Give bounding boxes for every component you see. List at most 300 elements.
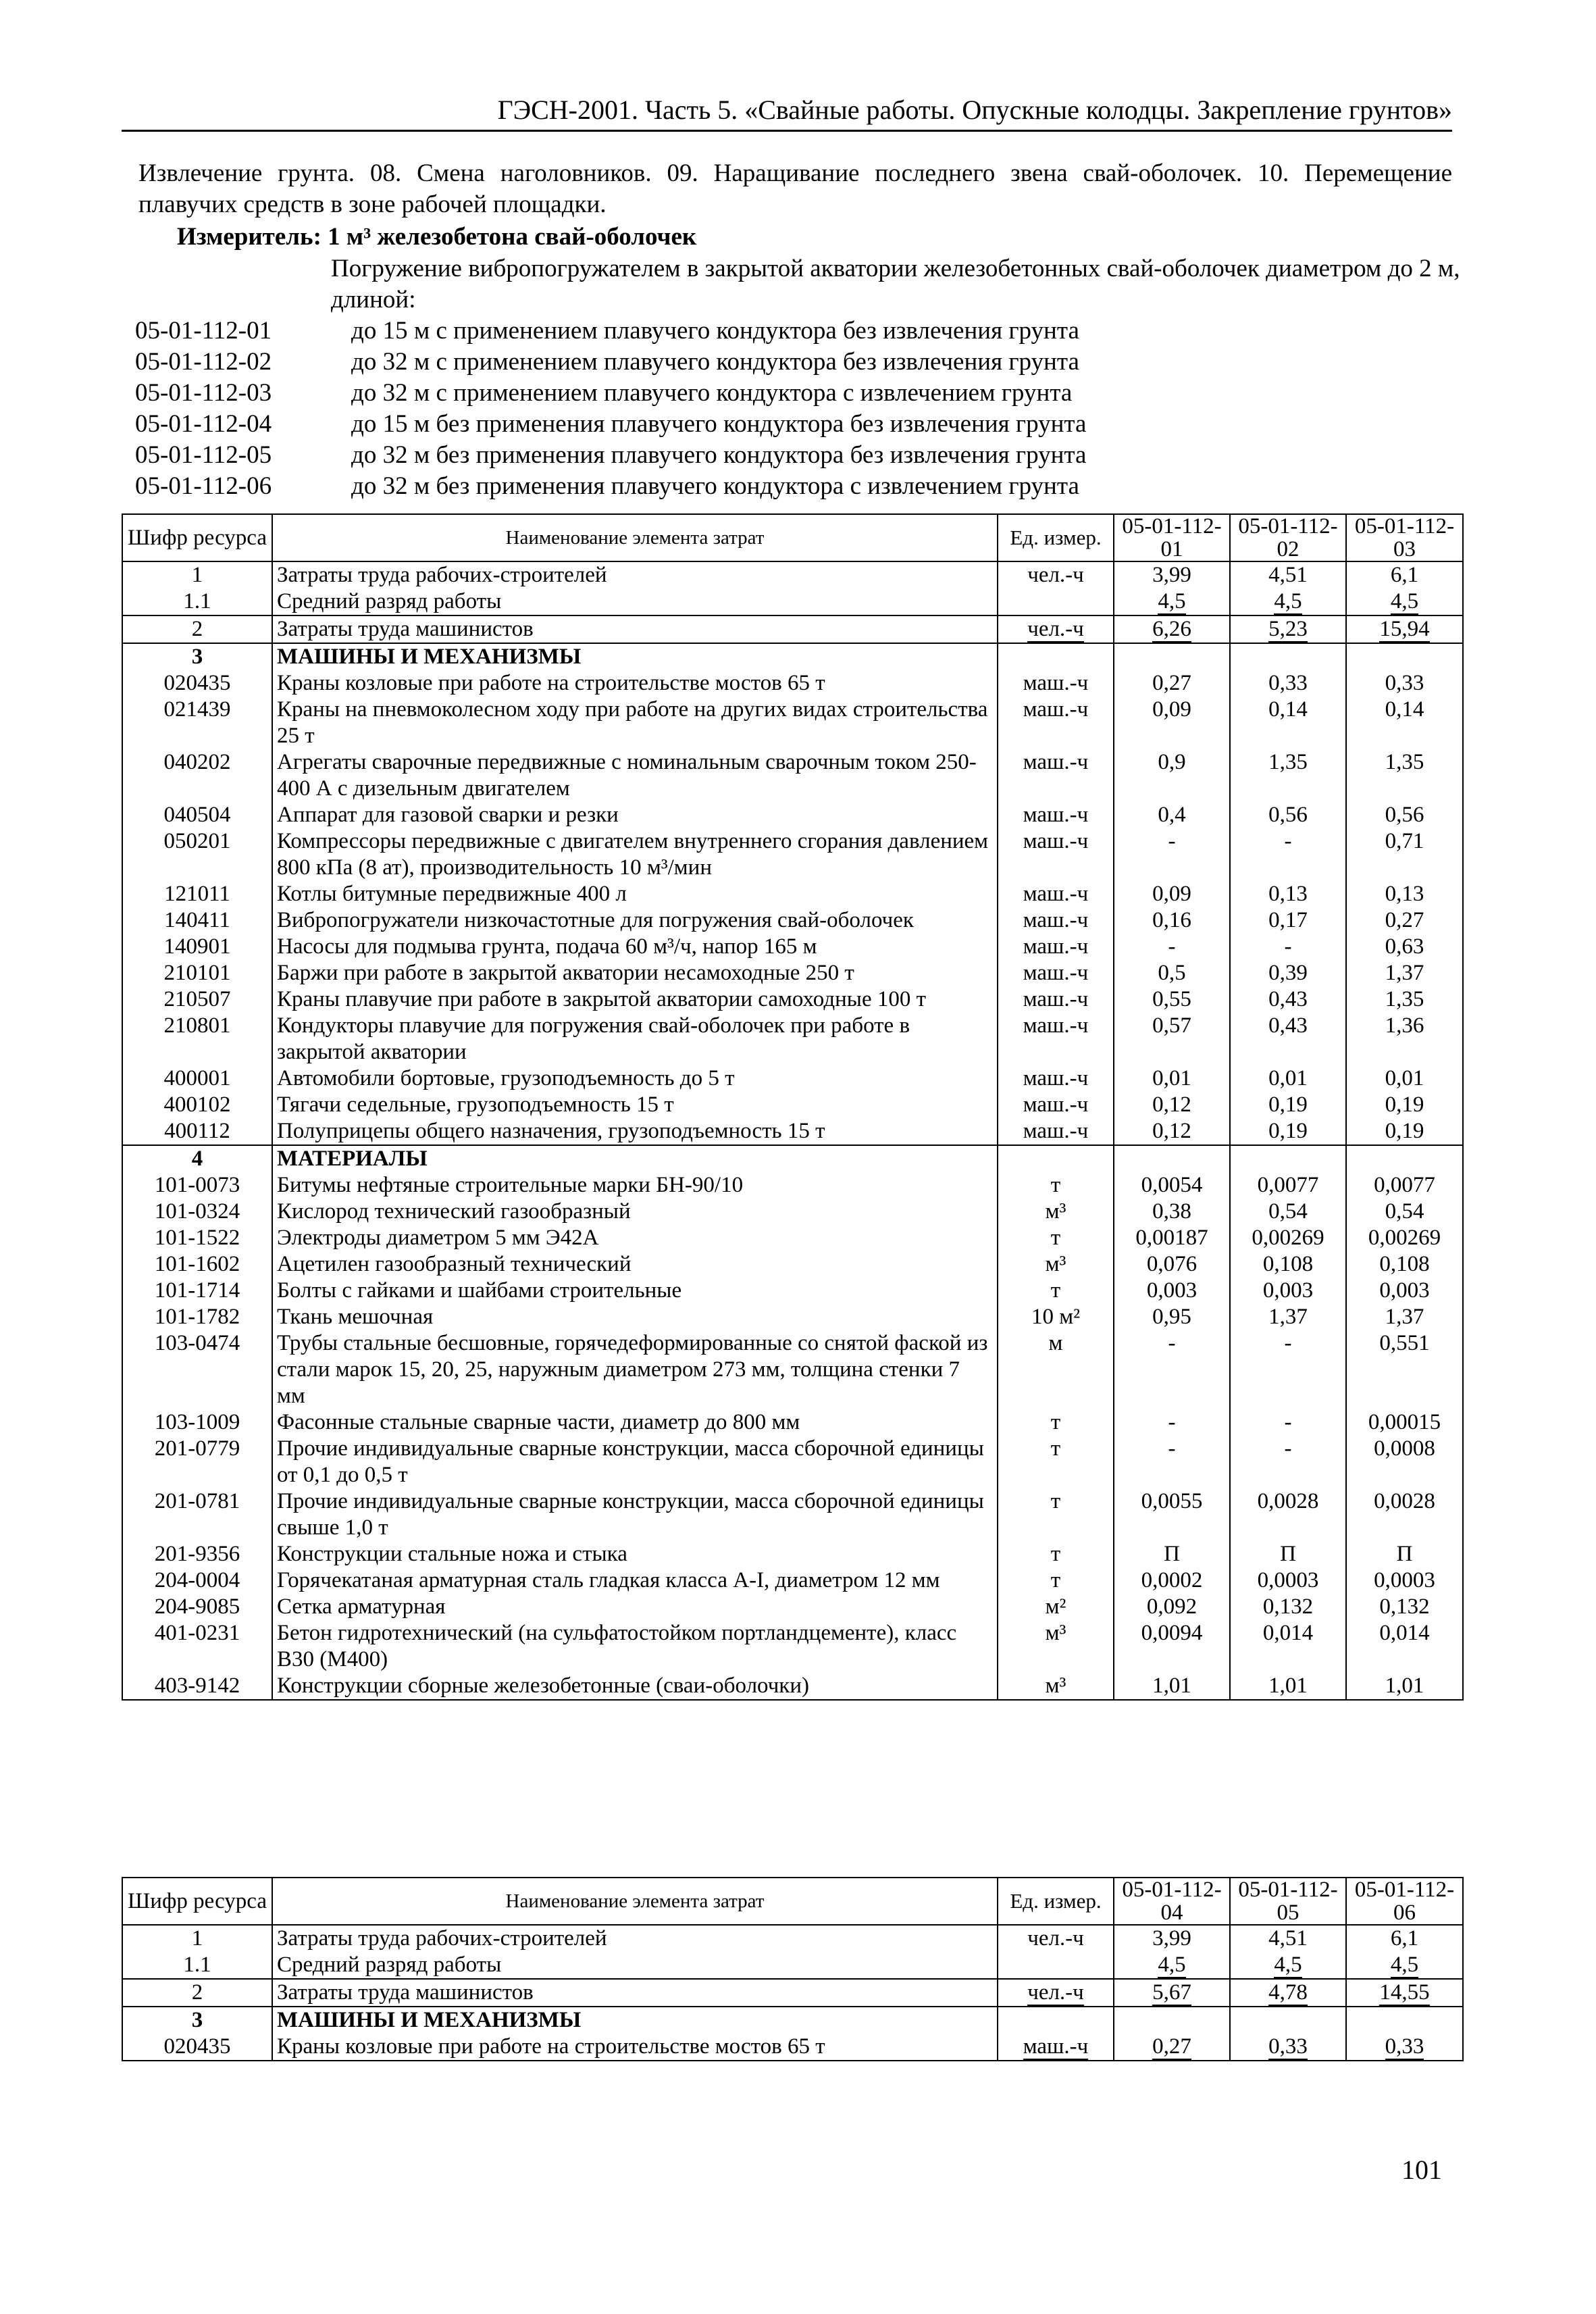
value-cell-2: 4,51 [1230,1925,1346,1952]
table-row [122,802,1463,828]
norm-code-desc: до 32 м с применением плавучего кондуктора с извлечением грунта [351,379,1073,407]
resource-code-cell: 021439 [122,697,272,749]
resource-code-cell: 040504 [122,802,272,828]
unit-cell [998,2007,1114,2034]
resource-code-cell: 201-0781 [122,1488,272,1541]
value-cell-3: 1,36 [1346,1013,1463,1065]
resource-table-2-body [122,1925,1463,2061]
value-cell-3: 0,27 [1346,907,1463,934]
value-cell-2: 0,13 [1230,881,1346,907]
value-cell-1: 0,9 [1114,749,1230,802]
unit-cell: маш.-ч [998,670,1114,697]
value-cell-1: 1,01 [1114,1673,1230,1700]
unit-cell [998,643,1114,670]
table-row [122,1251,1463,1278]
cost-element-cell: МАТЕРИАЛЫ [272,1145,998,1172]
norm-code: 05-01-112-01 [135,317,272,345]
value-cell-2: 0,17 [1230,907,1346,934]
table-row [122,907,1463,934]
norm-code-row [135,316,1472,347]
norm-code-desc: до 32 м с применением плавучего кондуктора без извлечения грунта [351,348,1079,376]
table-row [122,1118,1463,1145]
table-row [122,1567,1463,1594]
resource-code-cell: 050201 [122,828,272,881]
value-cell-3 [1346,2007,1463,2034]
resource-code-cell: 210507 [122,986,272,1013]
cost-element-cell: Краны козловые при работе на строительстве мостов 65 т [272,670,998,697]
cost-element-cell: Автомобили бортовые, грузоподъемность до 5 т [272,1065,998,1092]
table-row [122,1065,1463,1092]
value-cell-2: 0,43 [1230,986,1346,1013]
cost-element-cell: Кондукторы плавучие для погружения свай-оболочек при работе в закрытой акватории [272,1013,998,1065]
value-cell-1: - [1114,1436,1230,1488]
value-cell-3: 1,01 [1346,1673,1463,1700]
resource-code-cell: 210101 [122,960,272,986]
table-row [122,2034,1463,2061]
cost-element-cell: Средний разряд работы [272,1952,998,1979]
value-cell-3: 0,56 [1346,802,1463,828]
value-cell-1: 4,5 [1114,1952,1230,1979]
value-cell-1 [1114,1145,1230,1172]
value-cell-1: 0,0002 [1114,1567,1230,1594]
value-cell-3: 0,003 [1346,1278,1463,1304]
unit-cell: маш.-ч [998,802,1114,828]
resource-code-cell: 400112 [122,1118,272,1145]
value-cell-3: 1,37 [1346,960,1463,986]
value-cell-2: 4,51 [1230,561,1346,588]
resource-code-cell: 1.1 [122,1952,272,1979]
value-cell-3: 0,0008 [1346,1436,1463,1488]
norm-code-row [135,347,1472,378]
resource-code-cell: 103-0474 [122,1330,272,1409]
value-cell-1: 0,57 [1114,1013,1230,1065]
header-norm-112-02: 05-01-112-02 [1230,514,1346,561]
value-cell-1: 0,27 [1114,2034,1230,2061]
unit-cell: т [998,1172,1114,1199]
value-cell-2 [1230,1145,1346,1172]
unit-cell: маш.-ч [998,986,1114,1013]
value-cell-1: 0,076 [1114,1251,1230,1278]
value-cell-1: 0,003 [1114,1278,1230,1304]
cost-element-cell: Краны козловые при работе на строительстве мостов 65 т [272,2034,998,2061]
meter-description: Погружение вибропогружателем в закрытой акватории железобетонных свай-оболочек диаметром до 2 м, длиной: [331,255,1460,313]
resource-code-cell: 020435 [122,2034,272,2061]
table-row [122,697,1463,749]
unit-cell: маш.-ч [998,828,1114,881]
value-cell-1: 0,27 [1114,670,1230,697]
value-cell-2 [1230,2007,1346,2034]
header-cost-element: Наименование элемента затрат [272,1878,998,1925]
value-cell-2: 1,01 [1230,1673,1346,1700]
cost-element-cell: Краны на пневмоколесном ходу при работе на других видах строительства 25 т [272,697,998,749]
value-cell-2: 4,5 [1230,588,1346,615]
value-cell-3: 6,1 [1346,561,1463,588]
norm-code: 05-01-112-06 [135,472,272,500]
resource-code-cell: 101-0324 [122,1199,272,1225]
norm-code-desc: до 15 м с применением плавучего кондуктора без извлечения грунта [351,317,1079,345]
unit-cell: т [998,1436,1114,1488]
value-cell-1: 0,01 [1114,1065,1230,1092]
value-cell-3: 0,54 [1346,1199,1463,1225]
cost-element-cell: Сетка арматурная [272,1594,998,1620]
cost-element-cell: Полуприцепы общего назначения, грузоподъемность 15 т [272,1118,998,1145]
unit-cell: маш.-ч [998,697,1114,749]
value-cell-1: 0,55 [1114,986,1230,1013]
header-resource-code: Шифр ресурса [122,514,272,561]
value-cell-3: 0,33 [1346,2034,1463,2061]
value-cell-1: 5,67 [1114,1979,1230,2007]
resource-code-cell: 210801 [122,1013,272,1065]
resource-code-cell: 101-1782 [122,1304,272,1330]
norm-code-desc: до 15 м без применения плавучего кондуктора без извлечения грунта [351,410,1087,438]
value-cell-3: 14,55 [1346,1979,1463,2007]
value-cell-3: 4,5 [1346,588,1463,615]
value-cell-1: 0,16 [1114,907,1230,934]
value-cell-3: 0,132 [1346,1594,1463,1620]
norm-code: 05-01-112-02 [135,348,272,376]
unit-cell: маш.-ч [998,749,1114,802]
value-cell-3: 0,551 [1346,1330,1463,1409]
unit-cell: маш.-ч [998,1092,1114,1118]
value-cell-3 [1346,1145,1463,1172]
value-cell-1: 4,5 [1114,588,1230,615]
resource-code-cell: 040202 [122,749,272,802]
resource-code-cell: 020435 [122,670,272,697]
value-cell-3: 0,63 [1346,934,1463,960]
value-cell-1: 0,0094 [1114,1620,1230,1673]
value-cell-3 [1346,643,1463,670]
value-cell-2: - [1230,1409,1346,1436]
cost-element-cell: Конструкции стальные ножа и стыка [272,1541,998,1567]
cost-element-cell: Затраты труда машинистов [272,615,998,643]
resource-code-cell: 401-0231 [122,1620,272,1673]
value-cell-3: 1,35 [1346,749,1463,802]
value-cell-3: 0,19 [1346,1092,1463,1118]
unit-cell: т [998,1541,1114,1567]
cost-element-cell: Агрегаты сварочные передвижные с номинальным сварочным током 250-400 А с дизельным двигателем [272,749,998,802]
header-cost-element: Наименование элемента затрат [272,514,998,561]
value-cell-3: 0,00269 [1346,1225,1463,1251]
table-row [122,2007,1463,2034]
unit-cell: маш.-ч [998,1065,1114,1092]
value-cell-1: 0,4 [1114,802,1230,828]
unit-cell: т [998,1567,1114,1594]
value-cell-3: 4,5 [1346,1952,1463,1979]
value-cell-2: 0,0003 [1230,1567,1346,1594]
cost-element-cell: Горячекатаная арматурная сталь гладкая класса А-I, диаметром 12 мм [272,1567,998,1594]
table-row [122,1436,1463,1488]
value-cell-1: 0,0054 [1114,1172,1230,1199]
resource-code-cell: 400001 [122,1065,272,1092]
table-row [122,1979,1463,2007]
cost-element-cell: МАШИНЫ И МЕХАНИЗМЫ [272,2007,998,2034]
value-cell-2: 0,14 [1230,697,1346,749]
cost-element-cell: Электроды диаметром 5 мм Э42А [272,1225,998,1251]
value-cell-2: 0,0077 [1230,1172,1346,1199]
value-cell-1: 0,09 [1114,697,1230,749]
cost-element-cell: Трубы стальные бесшовные, горячедеформированные со снятой фаской из стали марок 15, 20, 25, наружным диаметром 273 мм, толщина стенки 7 мм [272,1330,998,1409]
value-cell-3: 0,14 [1346,697,1463,749]
value-cell-2: П [1230,1541,1346,1567]
header-unit: Ед. измер. [998,1878,1114,1925]
cost-element-cell: Затраты труда машинистов [272,1979,998,2007]
unit-cell: т [998,1278,1114,1304]
table-row [122,561,1463,588]
value-cell-2: 0,56 [1230,802,1346,828]
table-row [122,643,1463,670]
header-norm-112-03: 05-01-112-03 [1346,514,1463,561]
unit-cell: чел.-ч [998,561,1114,588]
norm-code-row [135,409,1472,440]
value-cell-2: 0,43 [1230,1013,1346,1065]
intro-paragraph: Извлечение грунта. 08. Смена наголовников. 09. Наращивание последнего звена свай-оболочек. 10. Перемещение плавучих средств в зоне рабочей площадки. [138,159,1452,218]
cost-element-cell: Затраты труда рабочих-строителей [272,561,998,588]
value-cell-2: 0,54 [1230,1199,1346,1225]
value-cell-1: 0,092 [1114,1594,1230,1620]
cost-element-cell: Компрессоры передвижные с двигателем внутреннего сгорания давлением 800 кПа (8 ат), производительность 10 м³/мин [272,828,998,881]
value-cell-3: 1,35 [1346,986,1463,1013]
value-cell-3: 0,01 [1346,1065,1463,1092]
value-cell-2: 0,19 [1230,1092,1346,1118]
resource-code-cell: 201-9356 [122,1541,272,1567]
value-cell-2: 1,35 [1230,749,1346,802]
value-cell-1: - [1114,934,1230,960]
value-cell-2: 0,01 [1230,1065,1346,1092]
unit-cell: чел.-ч [998,615,1114,643]
unit-cell: т [998,1225,1114,1251]
table-row [122,1092,1463,1118]
value-cell-1: 0,38 [1114,1199,1230,1225]
unit-cell: маш.-ч [998,960,1114,986]
resource-code-cell: 1 [122,561,272,588]
value-cell-3: 6,1 [1346,1925,1463,1952]
value-cell-3: 1,37 [1346,1304,1463,1330]
header-resource-code: Шифр ресурса [122,1878,272,1925]
cost-element-cell: Средний разряд работы [272,588,998,615]
value-cell-2: 0,0028 [1230,1488,1346,1541]
resource-code-cell: 201-0779 [122,1436,272,1488]
header-norm-112-04: 05-01-112-04 [1114,1878,1230,1925]
cost-element-cell: МАШИНЫ И МЕХАНИЗМЫ [272,643,998,670]
value-cell-2: 5,23 [1230,615,1346,643]
cost-element-cell: Баржи при работе в закрытой акватории несамоходные 250 т [272,960,998,986]
unit-cell: м³ [998,1199,1114,1225]
value-cell-2: 0,39 [1230,960,1346,986]
unit-cell: м³ [998,1251,1114,1278]
table-row [122,986,1463,1013]
value-cell-3: 0,00015 [1346,1409,1463,1436]
resource-table-1-body [122,561,1463,1700]
resource-code-cell: 2 [122,615,272,643]
page-number: 101 [1401,2155,1442,2185]
value-cell-1: 0,12 [1114,1118,1230,1145]
value-cell-2: 0,003 [1230,1278,1346,1304]
resource-code-cell: 101-1602 [122,1251,272,1278]
meter-label: Измеритель: 1 м³ железобетона свай-оболочек [177,223,697,251]
unit-cell: м³ [998,1620,1114,1673]
cost-element-cell: Кислород технический газообразный [272,1199,998,1225]
value-cell-1: 0,0055 [1114,1488,1230,1541]
value-cell-1: 0,12 [1114,1092,1230,1118]
value-cell-3: 0,0003 [1346,1567,1463,1594]
unit-cell: чел.-ч [998,1979,1114,2007]
value-cell-2: - [1230,934,1346,960]
value-cell-2: 4,5 [1230,1952,1346,1979]
cost-element-cell: Прочие индивидуальные сварные конструкции, масса сборочной единицы свыше 1,0 т [272,1488,998,1541]
norm-code-row [135,471,1472,502]
value-cell-2: 0,33 [1230,2034,1346,2061]
resource-table-2 [122,1877,1464,2061]
cost-element-cell: Конструкции сборные железобетонные (сваи-оболочки) [272,1673,998,1700]
unit-cell [998,1952,1114,1979]
value-cell-3: 0,33 [1346,670,1463,697]
value-cell-3: 0,0028 [1346,1488,1463,1541]
unit-cell: чел.-ч [998,1925,1114,1952]
value-cell-1: 0,09 [1114,881,1230,907]
unit-cell [998,588,1114,615]
resource-code-cell: 140411 [122,907,272,934]
cost-element-cell: Прочие индивидуальные сварные конструкции, масса сборочной единицы от 0,1 до 0,5 т [272,1436,998,1488]
table-row [122,1952,1463,1979]
value-cell-2: 1,37 [1230,1304,1346,1330]
unit-cell: 10 м² [998,1304,1114,1330]
value-cell-2: 0,33 [1230,670,1346,697]
table-row [122,1278,1463,1304]
resource-code-cell: 403-9142 [122,1673,272,1700]
unit-cell: м² [998,1594,1114,1620]
table-row [122,1145,1463,1172]
value-cell-1: 0,95 [1114,1304,1230,1330]
unit-cell: маш.-ч [998,881,1114,907]
cost-element-cell: Краны плавучие при работе в закрытой акватории самоходные 100 т [272,986,998,1013]
norm-code: 05-01-112-03 [135,379,272,407]
table-row [122,1013,1463,1065]
table-row [122,1172,1463,1199]
table-row [122,934,1463,960]
norm-code: 05-01-112-04 [135,410,272,438]
unit-cell: маш.-ч [998,2034,1114,2061]
unit-cell: м³ [998,1673,1114,1700]
resource-code-cell: 140901 [122,934,272,960]
value-cell-3: 0,0077 [1346,1172,1463,1199]
value-cell-1: 0,00187 [1114,1225,1230,1251]
cost-element-cell: Насосы для подмыва грунта, подача 60 м³/ч, напор 165 м [272,934,998,960]
unit-cell [998,1145,1114,1172]
value-cell-3: 15,94 [1346,615,1463,643]
resource-code-cell: 3 [122,2007,272,2034]
value-cell-2: 4,78 [1230,1979,1346,2007]
norm-code-row [135,378,1472,409]
table-row [122,1594,1463,1620]
table-row [122,881,1463,907]
norm-code-list [135,316,1472,502]
unit-cell: маш.-ч [998,934,1114,960]
value-cell-3: 0,71 [1346,828,1463,881]
unit-cell: т [998,1488,1114,1541]
resource-code-cell: 103-1009 [122,1409,272,1436]
cost-element-cell: Битумы нефтяные строительные марки БН-90/10 [272,1172,998,1199]
resource-code-cell: 101-1522 [122,1225,272,1251]
resource-code-cell: 204-0004 [122,1567,272,1594]
table-row [122,1330,1463,1409]
value-cell-1: П [1114,1541,1230,1567]
cost-element-cell: Затраты труда рабочих-строителей [272,1925,998,1952]
resource-table-1 [122,513,1464,1701]
cost-element-cell: Ткань мешочная [272,1304,998,1330]
table-row [122,1620,1463,1673]
value-cell-3: 0,108 [1346,1251,1463,1278]
value-cell-2: 0,014 [1230,1620,1346,1673]
table-row [122,1409,1463,1436]
cost-element-cell: Тягачи седельные, грузоподъемность 15 т [272,1092,998,1118]
table-row [122,1488,1463,1541]
resource-code-cell: 101-0073 [122,1172,272,1199]
cost-element-cell: Ацетилен газообразный технический [272,1251,998,1278]
header-norm-112-01: 05-01-112-01 [1114,514,1230,561]
value-cell-3: 0,014 [1346,1620,1463,1673]
resource-code-cell: 1 [122,1925,272,1952]
cost-element-cell: Болты с гайками и шайбами строительные [272,1278,998,1304]
value-cell-2: - [1230,1330,1346,1409]
cost-element-cell: Вибропогружатели низкочастотные для погружения свай-оболочек [272,907,998,934]
value-cell-3: 0,19 [1346,1118,1463,1145]
resource-code-cell: 3 [122,643,272,670]
value-cell-1: 3,99 [1114,561,1230,588]
header-unit: Ед. измер. [998,514,1114,561]
value-cell-2: - [1230,828,1346,881]
header-norm-112-06: 05-01-112-06 [1346,1878,1463,1925]
resource-code-cell: 101-1714 [122,1278,272,1304]
unit-cell: т [998,1409,1114,1436]
unit-cell: м [998,1330,1114,1409]
header-norm-112-05: 05-01-112-05 [1230,1878,1346,1925]
value-cell-2: 0,19 [1230,1118,1346,1145]
value-cell-1 [1114,643,1230,670]
resource-code-cell: 400102 [122,1092,272,1118]
unit-cell: маш.-ч [998,907,1114,934]
value-cell-3: 0,13 [1346,881,1463,907]
cost-element-cell: Аппарат для газовой сварки и резки [272,802,998,828]
table-row [122,670,1463,697]
cost-element-cell: Котлы битумные передвижные 400 л [272,881,998,907]
value-cell-1: 0,5 [1114,960,1230,986]
resource-code-cell: 1.1 [122,588,272,615]
value-cell-2 [1230,643,1346,670]
table-row [122,1673,1463,1700]
value-cell-1: - [1114,1330,1230,1409]
value-cell-2: 0,00269 [1230,1225,1346,1251]
value-cell-2: 0,108 [1230,1251,1346,1278]
table-row [122,1925,1463,1952]
norm-code-row [135,440,1472,471]
norm-code: 05-01-112-05 [135,441,272,469]
norm-code-desc: до 32 м без применения плавучего кондуктора без извлечения грунта [351,441,1087,469]
resource-code-cell: 4 [122,1145,272,1172]
value-cell-3: П [1346,1541,1463,1567]
running-header: ГЭСН-2001. Часть 5. «Свайные работы. Опускные колодцы. Закрепление грунтов» [122,93,1452,132]
table-row [122,1199,1463,1225]
table-row [122,960,1463,986]
table-row [122,1225,1463,1251]
resource-code-cell: 204-9085 [122,1594,272,1620]
value-cell-1: 6,26 [1114,615,1230,643]
unit-cell: маш.-ч [998,1013,1114,1065]
cost-element-cell: Фасонные стальные сварные части, диаметр до 800 мм [272,1409,998,1436]
table-row [122,1541,1463,1567]
table-row [122,828,1463,881]
resource-code-cell: 2 [122,1979,272,2007]
value-cell-2: - [1230,1436,1346,1488]
